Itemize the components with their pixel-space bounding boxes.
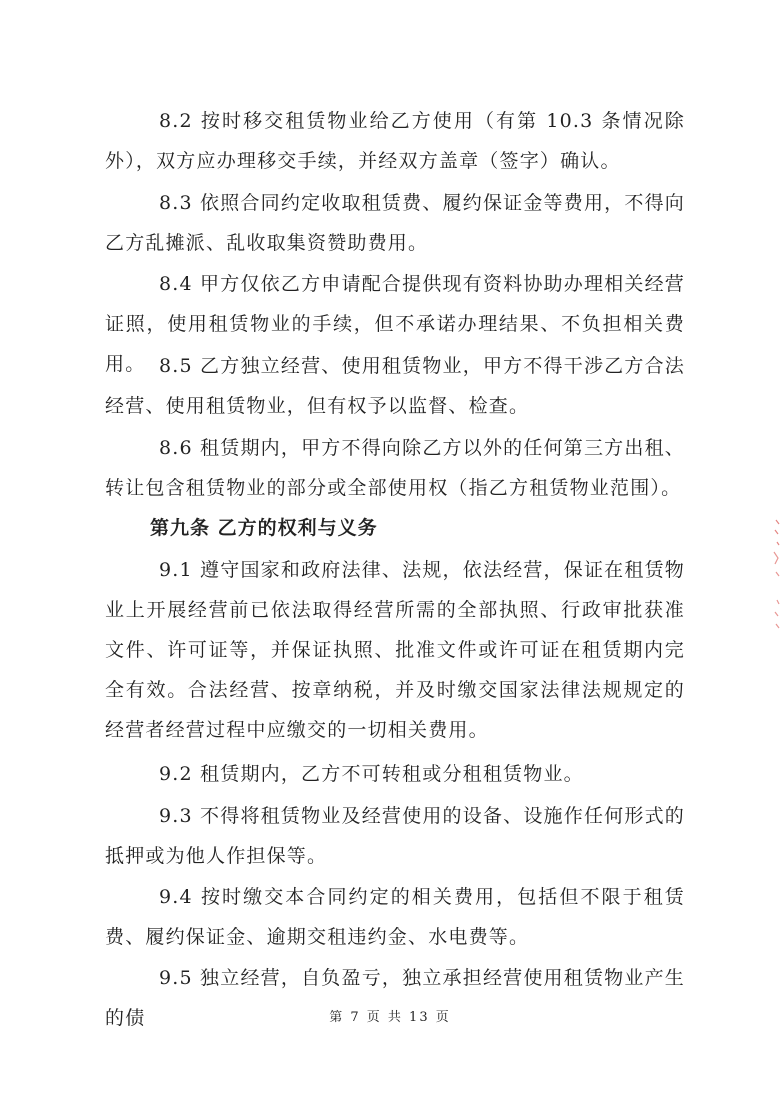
paragraph-8-6: 8.6 租赁期内，甲方不得向除乙方以外的任何第三方出租、转让包含租赁物业的部分或全部使用权（指乙方租赁物业范围）。 xyxy=(105,437,685,499)
paragraph-9-2: 9.2 租赁期内，乙方不可转租或分租租赁物业。 xyxy=(159,763,584,785)
paragraph-9-1: 9.1 遵守国家和政府法律、法规，依法经营，保证在租赁物业上开展经营前已依法取得经营所需的全部执照、行政审批获准文件、许可证等，并保证执照、批准文件或许可证在租赁期内完全有效。合法经营、按章纳税，并及时缴交国家法律法规规定的经营者经营过程中应缴交的一切相关费用。 xyxy=(105,559,685,741)
paragraph-8-5: 8.5 乙方独立经营、使用租赁物业，甲方不得干涉乙方合法经营、使用租赁物业，但有权予以监督、检查。 xyxy=(105,355,685,417)
paragraph-9-5: 9.5 独立经营，自负盈亏，独立承担经营使用租赁物业产生的债 xyxy=(105,967,685,1029)
page-footer: 第 7 页 共 13 页 xyxy=(329,1010,451,1025)
paragraph-9-3: 9.3 不得将租赁物业及经营使用的设备、设施作任何形式的抵押或为他人作担保等。 xyxy=(105,805,685,867)
paragraph-8-4: 8.4 甲方仅依乙方申请配合提供现有资料协助办理相关经营证照，使用租赁物业的手续，但不承诺办理结果、不负担相关费用。 xyxy=(105,273,685,375)
section-heading: 第九条 乙方的权利与义务 xyxy=(150,517,378,539)
paragraph-8-2: 8.2 按时移交租赁物业给乙方使用（有第 10.3 条情况除外），双方应办理移交手续，并经双方盖章（签字）确认。 xyxy=(105,110,685,172)
paragraph-8-3: 8.3 依照合同约定收取租赁费、履约保证金等费用，不得向乙方乱摊派、乱收取集资赞助费用。 xyxy=(105,192,685,254)
seal-edge-mark xyxy=(766,512,780,632)
paragraph-9-4: 9.4 按时缴交本合同约定的相关费用，包括但不限于租赁费、履约保证金、逾期交租违约金、水电费等。 xyxy=(105,886,685,948)
